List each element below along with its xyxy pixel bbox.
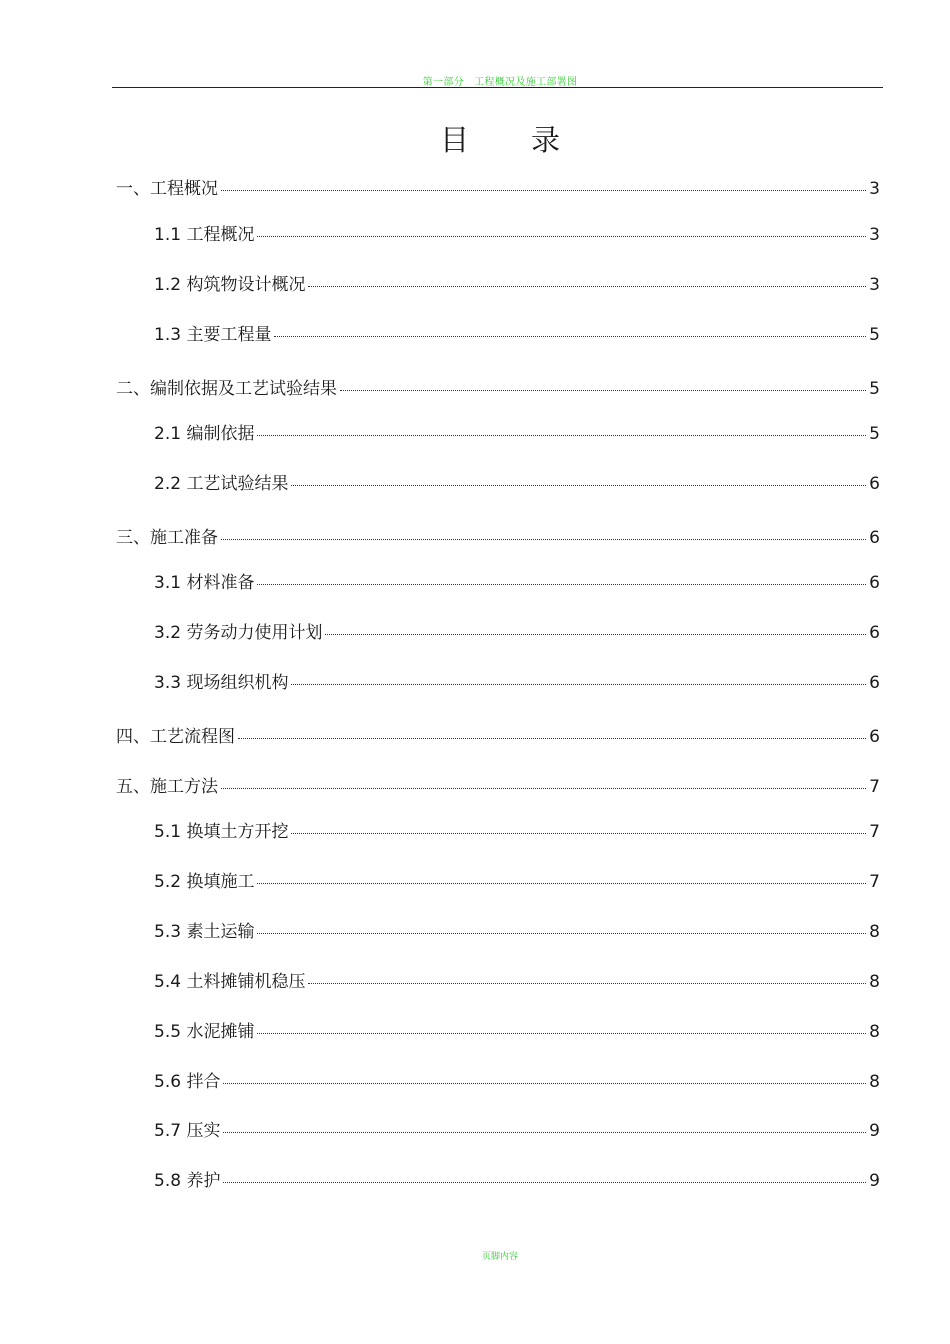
toc-dot-leader <box>291 684 866 685</box>
toc-entry-page-number: 7 <box>869 822 880 842</box>
toc-entry-page-number: 5 <box>869 424 880 444</box>
toc-entry-label: 二、编制依据及工艺试验结果 <box>116 379 337 399</box>
toc-entry-label: 5.5 水泥摊铺 <box>154 1022 255 1042</box>
toc-dot-leader <box>223 1182 866 1183</box>
toc-dot-leader <box>308 286 866 287</box>
running-header: 第一部分 工程概况及施工部署图 <box>422 77 578 88</box>
toc-entry-label: 四、工艺流程图 <box>116 727 235 747</box>
toc-dot-leader <box>223 1132 866 1133</box>
toc-entry-page-number: 5 <box>869 379 880 399</box>
toc-entry-label: 3.2 劳务动力使用计划 <box>154 623 323 643</box>
toc-entry-label: 2.2 工艺试验结果 <box>154 474 289 494</box>
toc-dot-leader <box>291 833 866 834</box>
toc-entry[interactable] <box>154 422 880 446</box>
toc-entry-page-number: 3 <box>869 179 880 199</box>
toc-entry[interactable] <box>116 725 880 749</box>
toc-entry[interactable] <box>154 1020 880 1044</box>
toc-entry[interactable] <box>154 1070 880 1094</box>
toc-dot-leader <box>325 634 866 635</box>
toc-entry-label: 5.6 拌合 <box>154 1072 221 1092</box>
toc-dot-leader <box>257 933 866 934</box>
toc-dot-leader <box>308 983 866 984</box>
toc-entry-label: 5.2 换填施工 <box>154 872 255 892</box>
toc-entry[interactable] <box>154 671 880 695</box>
toc-entry[interactable] <box>154 621 880 645</box>
toc-entry[interactable] <box>154 820 880 844</box>
toc-entry-label: 2.1 编制依据 <box>154 424 255 444</box>
toc-entry-label: 一、工程概况 <box>116 179 218 199</box>
toc-dot-leader <box>257 435 866 436</box>
toc-entry[interactable] <box>154 1119 880 1143</box>
toc-dot-leader <box>221 788 866 789</box>
toc-entry-label: 3.3 现场组织机构 <box>154 673 289 693</box>
toc-entry-page-number: 9 <box>869 1171 880 1191</box>
toc-entry[interactable] <box>154 323 880 347</box>
toc-entry-page-number: 6 <box>869 573 880 593</box>
toc-dot-leader <box>221 190 866 191</box>
toc-dot-leader <box>238 738 866 739</box>
toc-entry-page-number: 6 <box>869 474 880 494</box>
toc-dot-leader <box>257 584 866 585</box>
toc-dot-leader <box>257 1033 866 1034</box>
toc-entry-page-number: 8 <box>869 972 880 992</box>
title-char-2: 录 <box>530 123 560 157</box>
toc-entry-label: 1.2 构筑物设计概况 <box>154 275 306 295</box>
toc-dot-leader <box>257 236 866 237</box>
title-char-1: 目 <box>440 123 470 157</box>
toc-entry-page-number: 3 <box>869 225 880 245</box>
toc-dot-leader <box>257 883 866 884</box>
toc-entry-page-number: 7 <box>869 777 880 797</box>
toc-entry-label: 3.1 材料准备 <box>154 573 255 593</box>
toc-entry[interactable] <box>154 571 880 595</box>
toc-entry-label: 三、施工准备 <box>116 528 218 548</box>
toc-entry-label: 1.3 主要工程量 <box>154 325 272 345</box>
page-footer: 页脚内容 <box>481 1252 518 1262</box>
toc-dot-leader <box>221 539 866 540</box>
toc-entry-page-number: 8 <box>869 1022 880 1042</box>
toc-entry-page-number: 5 <box>869 325 880 345</box>
toc-entry-page-number: 8 <box>869 922 880 942</box>
toc-entry-page-number: 8 <box>869 1072 880 1092</box>
toc-entry[interactable] <box>116 775 880 799</box>
toc-entry[interactable] <box>154 472 880 496</box>
toc-dot-leader <box>274 336 866 337</box>
toc-entry-label: 五、施工方法 <box>116 777 218 797</box>
toc-entry-page-number: 6 <box>869 673 880 693</box>
toc-entry-label: 5.1 换填土方开挖 <box>154 822 289 842</box>
toc-entry-label: 5.3 素土运输 <box>154 922 255 942</box>
toc-entry-page-number: 6 <box>869 623 880 643</box>
toc-entry-page-number: 6 <box>869 528 880 548</box>
toc-entry[interactable] <box>116 377 880 401</box>
toc-dot-leader <box>340 390 866 391</box>
toc-dot-leader <box>223 1083 866 1084</box>
toc-dot-leader <box>291 485 866 486</box>
toc-entry-label: 5.8 养护 <box>154 1171 221 1191</box>
toc-entry[interactable] <box>154 870 880 894</box>
toc-entry-page-number: 3 <box>869 275 880 295</box>
toc-entry[interactable] <box>154 970 880 994</box>
toc-entry-label: 5.7 压实 <box>154 1121 221 1141</box>
toc-entry[interactable] <box>116 177 880 201</box>
toc-entry[interactable] <box>154 273 880 297</box>
toc-entry[interactable] <box>154 223 880 247</box>
toc-entry-page-number: 9 <box>869 1121 880 1141</box>
toc-entry-label: 1.1 工程概况 <box>154 225 255 245</box>
toc-entry-label: 5.4 土料摊铺机稳压 <box>154 972 306 992</box>
toc-entry[interactable] <box>116 526 880 550</box>
toc-entry[interactable] <box>154 920 880 944</box>
toc-entry-page-number: 7 <box>869 872 880 892</box>
toc-entry-page-number: 6 <box>869 727 880 747</box>
toc-entry[interactable] <box>154 1169 880 1193</box>
